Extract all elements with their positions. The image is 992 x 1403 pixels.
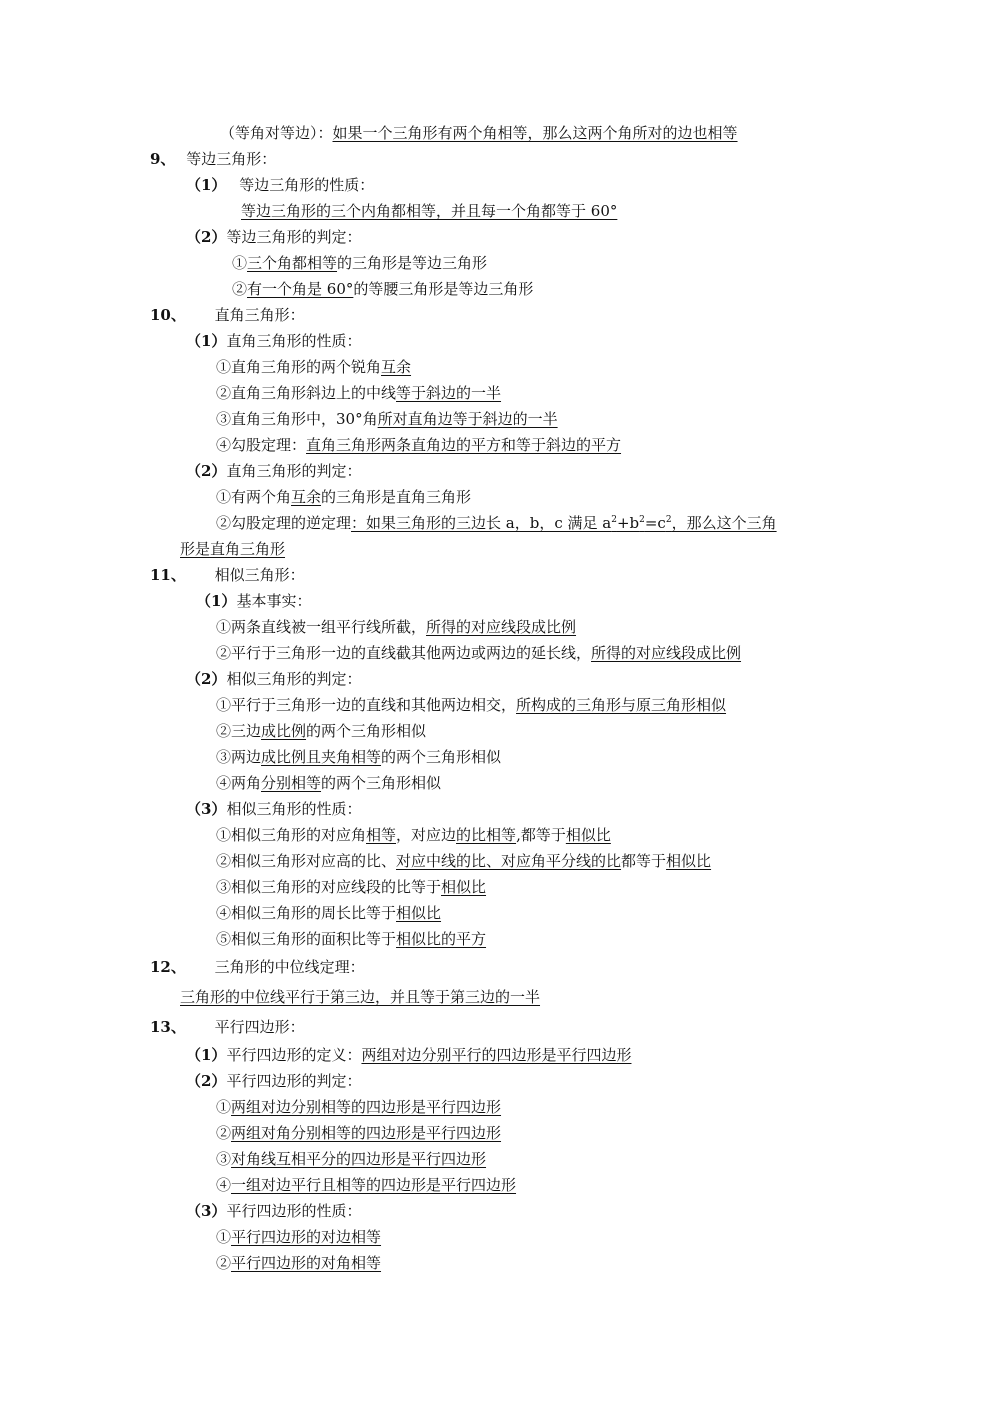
list-item: ②两组对角分别相等的四边形是平行四边形 bbox=[216, 1124, 502, 1142]
section-10-number: 10、 bbox=[150, 306, 186, 324]
section-9-sub1-content bbox=[241, 201, 617, 221]
list-item: ①相似三角形的对应角相等，对应边的比相等,都等于相似比 bbox=[216, 826, 611, 844]
list-item: ③对角线互相平分的四边形是平行四边形 bbox=[216, 1150, 487, 1168]
section-12-content: 三角形的中位线平行于第三边，并且等于第三边的一半 bbox=[180, 988, 541, 1006]
section-13-title: 平行四边形： bbox=[214, 1018, 305, 1036]
list-item: ①两条直线被一组平行线所截，所得的对应线段成比例 bbox=[216, 618, 577, 636]
section-9-title: 等边三角形： bbox=[186, 150, 277, 168]
section-13-sub2-heading: （2）平行四边形的判定： bbox=[186, 1072, 362, 1090]
equal-angles-text: 如果一个三角形有两个角相等，那么这两个角所对的边也相等 bbox=[332, 124, 738, 142]
sub-number: （1） bbox=[186, 176, 227, 194]
list-item: ③直角三角形中，30°角所对直角边等于斜边的一半 bbox=[216, 410, 558, 428]
sub-title: 等边三角形的性质： bbox=[239, 176, 375, 194]
section-13-heading bbox=[150, 1017, 305, 1037]
list-item: ②平行四边形的对角相等 bbox=[216, 1254, 382, 1272]
section-11-heading bbox=[150, 565, 305, 585]
section-12-heading bbox=[150, 957, 365, 977]
list-item: ①平行于三角形一边的直线和其他两边相交，所构成的三角形与原三角形相似 bbox=[216, 696, 727, 714]
list-item: ④两角分别相等的两个三角形相似 bbox=[216, 774, 442, 792]
list-item: ②平行于三角形一边的直线截其他两边或两边的延长线，所得的对应线段成比例 bbox=[216, 644, 742, 662]
section-10-sub2-heading: （2）直角三角形的判定： bbox=[186, 462, 362, 480]
list-item: ②勾股定理的逆定理：如果三角形的三边长 a，b，c 满足 $a^2+b^2=c^2$，那么这个三角 bbox=[216, 514, 777, 532]
section-10-sub1-heading: （1）直角三角形的性质： bbox=[186, 332, 362, 350]
list-item: ①直角三角形的两个锐角互余 bbox=[216, 358, 412, 376]
list-item: ④一组对边平行且相等的四边形是平行四边形 bbox=[216, 1176, 517, 1194]
list-item: ①两组对边分别相等的四边形是平行四边形 bbox=[216, 1098, 502, 1116]
section-9-heading bbox=[150, 149, 276, 169]
list-item: ③两边成比例且夹角相等的两个三角形相似 bbox=[216, 748, 502, 766]
section-11-number: 11、 bbox=[150, 566, 186, 584]
section-13-sub1: （1）平行四边形的定义：两组对边分别平行的四边形是平行四边形 bbox=[186, 1046, 632, 1064]
section-12-title: 三角形的中位线定理： bbox=[214, 958, 365, 976]
section-13-number: 13、 bbox=[150, 1018, 186, 1036]
section-11-sub3-heading: （3）相似三角形的性质： bbox=[186, 800, 362, 818]
section-11-title: 相似三角形： bbox=[214, 566, 305, 584]
list-item: ②三边成比例的两个三角形相似 bbox=[216, 722, 427, 740]
list-item: ④勾股定理：直角三角形两条直角边的平方和等于斜边的平方 bbox=[216, 436, 622, 454]
list-item: ②有一个角是 60°的等腰三角形是等边三角形 bbox=[232, 280, 534, 298]
list-item: ①有两个角互余的三角形是直角三角形 bbox=[216, 488, 472, 506]
section-12-number: 12、 bbox=[150, 958, 186, 976]
list-item: ③相似三角形的对应线段的比等于相似比 bbox=[216, 878, 487, 896]
list-item: ④相似三角形的周长比等于相似比 bbox=[216, 904, 442, 922]
list-item-continuation: 形是直角三角形 bbox=[180, 540, 286, 558]
section-10-heading bbox=[150, 305, 305, 325]
section-9-number: 9、 bbox=[150, 150, 176, 168]
equilateral-property: 等边三角形的三个内角都相等，并且每一个角都等于 60° bbox=[241, 202, 618, 220]
list-item: ①平行四边形的对边相等 bbox=[216, 1228, 382, 1246]
section-9-sub2-heading bbox=[186, 227, 361, 247]
section-9-sub1-heading bbox=[186, 175, 374, 195]
list-item: ⑤相似三角形的面积比等于相似比的平方 bbox=[216, 930, 487, 948]
section-11-sub2-heading: （2）相似三角形的判定： bbox=[186, 670, 362, 688]
section-11-sub1-heading: （1）基本事实： bbox=[196, 592, 312, 610]
equal-angles-line bbox=[220, 123, 738, 143]
equal-angles-prefix: （等角对等边）： bbox=[220, 124, 333, 142]
list-item: ①三个角都相等的三角形是等边三角形 bbox=[232, 254, 488, 272]
section-10-title: 直角三角形： bbox=[214, 306, 305, 324]
list-item: ②相似三角形对应高的比、对应中线的比、对应角平分线的比都等于相似比 bbox=[216, 852, 712, 870]
section-13-sub3-heading: （3）平行四边形的性质： bbox=[186, 1202, 362, 1220]
sub-number: （2） bbox=[186, 228, 227, 246]
sub-title: 等边三角形的判定： bbox=[226, 228, 362, 246]
list-item: ②直角三角形斜边上的中线等于斜边的一半 bbox=[216, 384, 502, 402]
